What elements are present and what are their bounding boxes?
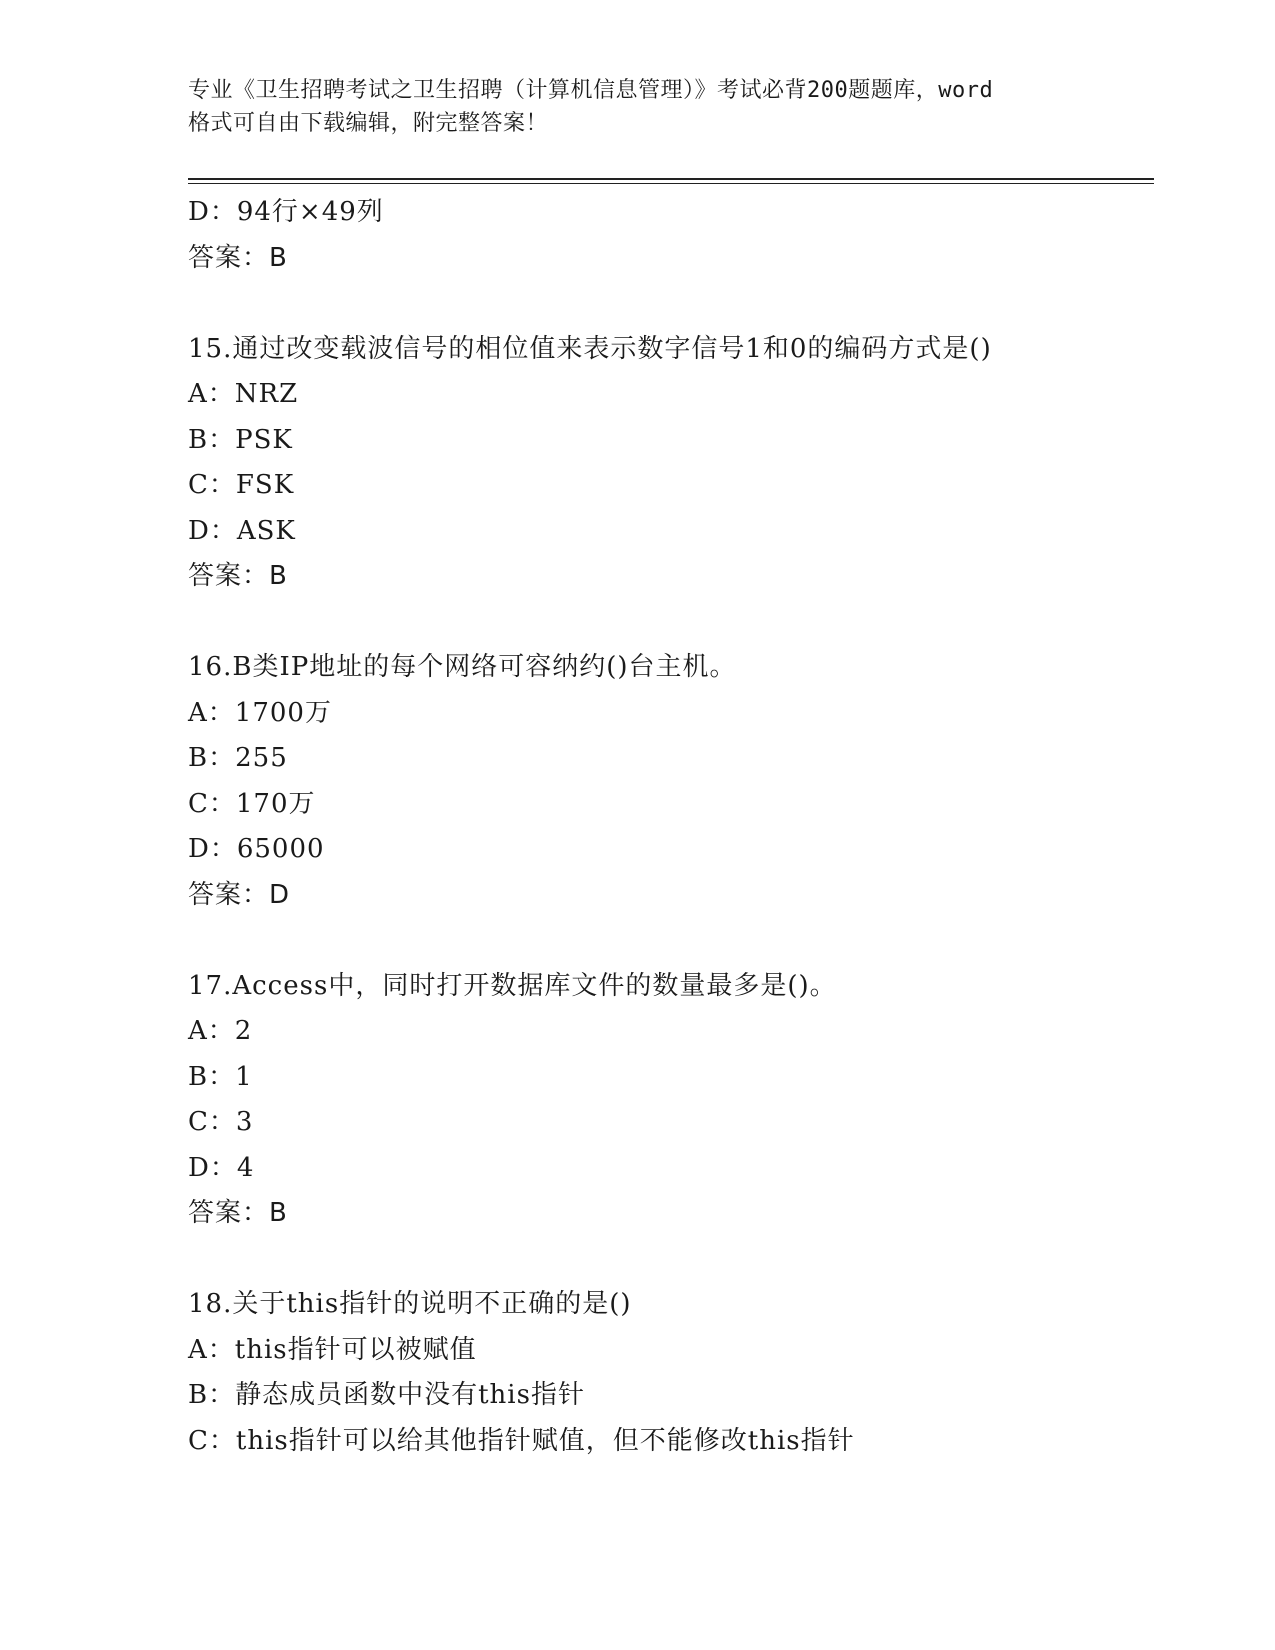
document-header (188, 74, 1088, 140)
question-text: 16.B类IP地址的每个网络可容纳约()台主机。 (188, 652, 737, 682)
option-b: B：255 (188, 743, 288, 773)
question-block-previous (188, 190, 1168, 281)
question-text: 17.Access中，同时打开数据库文件的数量最多是()。 (188, 970, 837, 1001)
header-divider-thick (188, 178, 1154, 180)
option-b: B：1 (188, 1061, 253, 1092)
option-a: A：this指针可以被赋值 (188, 1334, 477, 1365)
option-c: C：this指针可以给其他指针赋值，但不能修改this指针 (188, 1425, 855, 1456)
header-line-1: 专业《卫生招聘考试之卫生招聘（计算机信息管理）》考试必背200题题库，word (188, 78, 994, 103)
option-c: C：FSK (188, 470, 295, 500)
option-c: C：3 (188, 1107, 254, 1137)
answer-line: 答案：B (188, 1198, 288, 1228)
option-d: D：4 (188, 1152, 255, 1183)
spacer (188, 281, 1168, 327)
option-a: A：2 (188, 1016, 253, 1046)
question-block-15 (188, 327, 1168, 600)
option-d: D：94行×49列 (188, 197, 384, 227)
option-b: B：PSK (188, 424, 293, 455)
answer-line: 答案：B (188, 561, 288, 591)
question-block-18 (188, 1282, 1168, 1464)
question-list (188, 190, 1168, 1464)
option-b: B：静态成员函数中没有this指针 (188, 1380, 585, 1410)
header-divider-thin (188, 183, 1154, 184)
answer-line: 答案：B (188, 242, 288, 273)
spacer (188, 1237, 1168, 1283)
question-text: 15.通过改变载波信号的相位值来表示数字信号1和0的编码方式是() (188, 333, 992, 364)
option-d: D：65000 (188, 834, 325, 864)
question-block-17 (188, 964, 1168, 1237)
option-d: D：ASK (188, 515, 296, 546)
spacer (188, 918, 1168, 964)
option-a: A：1700万 (188, 697, 332, 728)
answer-line: 答案：D (188, 879, 291, 910)
spacer (188, 600, 1168, 646)
option-c: C：170万 (188, 788, 316, 819)
option-a: A：NRZ (188, 379, 299, 409)
question-text: 18.关于this指针的说明不正确的是() (188, 1289, 632, 1319)
question-block-16 (188, 645, 1168, 918)
header-line-2: 格式可自由下载编辑，附完整答案！ (188, 111, 549, 136)
